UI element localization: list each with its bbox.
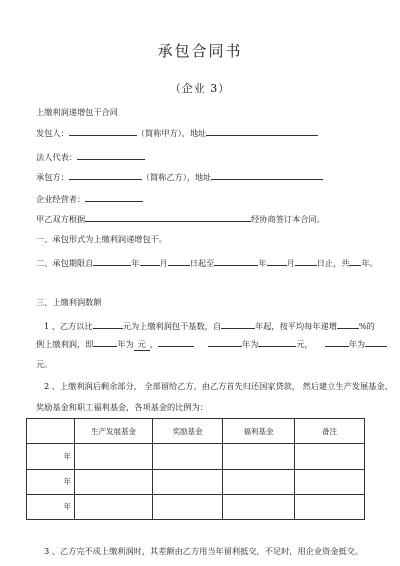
employer-address-blank[interactable] xyxy=(206,126,318,136)
clause-3-1-line2 xyxy=(36,337,387,351)
year-is-text: 年为 xyxy=(348,339,366,349)
clause-3-3: 3 、乙方完不成上缴利润时，其差额由乙方用当年留利抵交，不足时，用企业资金抵交。 xyxy=(44,546,363,556)
from-year-blank[interactable] xyxy=(221,319,255,329)
contractor-address-blank[interactable] xyxy=(211,170,323,180)
table-cell[interactable] xyxy=(75,494,153,519)
clause-3-heading: 三、上缴利润数额 xyxy=(36,297,102,307)
table-cell-year[interactable]: 年 xyxy=(27,444,75,469)
manager-label: 企业经营者： xyxy=(36,194,86,204)
table-row xyxy=(27,444,365,469)
start-day-blank[interactable] xyxy=(168,256,190,266)
table-header-cell: 奖励基金 xyxy=(153,419,223,444)
month-text: 月 xyxy=(159,258,168,268)
day-from-text: 日起至 xyxy=(189,258,215,268)
clause-3-1-b: 元为上缴利润包干基数，自 xyxy=(122,321,222,331)
table-cell[interactable] xyxy=(75,469,153,494)
amount-1-blank[interactable]: 元 xyxy=(134,338,150,351)
legal-rep-row xyxy=(36,150,145,163)
table-cell[interactable] xyxy=(153,494,223,519)
table-row xyxy=(27,494,365,519)
table-row xyxy=(27,469,365,494)
percent-blank[interactable] xyxy=(337,319,359,329)
yuan-text: 元， xyxy=(296,339,313,349)
year-1-blank[interactable] xyxy=(93,337,117,347)
contractor-name-blank[interactable] xyxy=(69,170,142,180)
basis-blank[interactable] xyxy=(85,212,251,222)
clause-2 xyxy=(36,256,378,269)
table-cell[interactable] xyxy=(223,469,295,494)
legal-rep-label: 法人代表： xyxy=(36,152,77,162)
table-cell-year[interactable]: 年 xyxy=(27,469,75,494)
table-header-row xyxy=(27,419,365,444)
clause-1: 一、承包形式为上缴利润递增包干。 xyxy=(36,234,168,244)
clause-3-1-line2-a: 例上缴利润，即 xyxy=(36,339,94,349)
table-cell[interactable] xyxy=(75,444,153,469)
total-years-blank[interactable] xyxy=(349,256,361,266)
end-day-blank[interactable] xyxy=(295,256,317,266)
year-2-blank[interactable] xyxy=(208,337,242,347)
table-cell[interactable] xyxy=(223,494,295,519)
year-text: 年 xyxy=(258,258,267,268)
table-cell[interactable] xyxy=(295,444,365,469)
both-parties-prefix: 甲乙双方根据 xyxy=(36,214,86,224)
employer-short: （简称甲方），地址 xyxy=(136,128,207,138)
table-header-cell: 生产发展基金 xyxy=(75,419,153,444)
contractor-row xyxy=(36,170,323,183)
table-header-cell: 福利基金 xyxy=(223,419,295,444)
clause-3-2-line1: 2 、上缴利润后剩余部分， 全部留给乙方，由乙方首先归还国家贷款， 然后建立生产发展基金、 xyxy=(44,381,393,391)
end-month-blank[interactable] xyxy=(267,256,287,266)
comma-text: ， xyxy=(149,339,158,349)
contract-name: 上缴利润递增包干合同 xyxy=(36,107,118,117)
table-cell[interactable] xyxy=(153,469,223,494)
year-text: 年 xyxy=(131,258,140,268)
amount-2-blank[interactable] xyxy=(258,337,296,347)
table-cell[interactable] xyxy=(295,494,365,519)
table-header-cell xyxy=(27,419,75,444)
employer-label: 发包人： xyxy=(36,128,69,138)
clause-3-1-c: 年起，按平均每年递增 xyxy=(255,321,337,331)
employer-name-blank[interactable] xyxy=(69,126,137,136)
clause-2-prefix: 二、承包期限自 xyxy=(36,258,94,268)
employer-row xyxy=(36,126,318,139)
clause-3-1-d: %的 xyxy=(358,321,375,331)
table-cell-year[interactable]: 年 xyxy=(27,494,75,519)
both-parties-row xyxy=(36,212,325,225)
both-parties-suffix: 经协商签订本合同。 xyxy=(251,214,325,224)
year-3-blank[interactable] xyxy=(325,337,349,347)
manager-blank[interactable] xyxy=(85,192,143,202)
document-title: 承包合同书 xyxy=(157,42,243,60)
start-year-blank[interactable] xyxy=(93,256,131,266)
end-year-blank[interactable] xyxy=(214,256,258,266)
clause-3-1-a: 1 、乙方以比 xyxy=(44,321,93,331)
clause-3-1-line3: 元。 xyxy=(36,359,53,369)
table-header-cell: 备注 xyxy=(295,419,365,444)
clause-2-tail: 年。 xyxy=(361,258,378,268)
day-end-text: 日止，共 xyxy=(316,258,350,268)
clause-3-1-line1 xyxy=(44,319,375,332)
manager-row xyxy=(36,192,143,205)
clause-3-2-line2: 奖励基金和职工福利基金，各项基金的比例为： xyxy=(36,402,208,412)
amount-3-blank[interactable] xyxy=(365,337,387,347)
base-year-blank[interactable] xyxy=(93,319,123,329)
year-is-text: 年为 xyxy=(241,339,259,349)
contractor-short: （简称乙方），地址 xyxy=(141,172,212,182)
month-text: 月 xyxy=(286,258,295,268)
table-cell[interactable] xyxy=(153,444,223,469)
start-month-blank[interactable] xyxy=(140,256,160,266)
legal-rep-blank[interactable] xyxy=(77,150,145,160)
amount-1-tail-blank[interactable] xyxy=(158,337,194,347)
contractor-label: 承包方： xyxy=(36,172,69,182)
year-is-text: 年为 xyxy=(117,339,134,349)
table-cell[interactable] xyxy=(295,469,365,494)
table-cell[interactable] xyxy=(223,444,295,469)
document-subtitle: （企业 3） xyxy=(169,82,231,95)
fund-ratio-table xyxy=(26,418,365,520)
